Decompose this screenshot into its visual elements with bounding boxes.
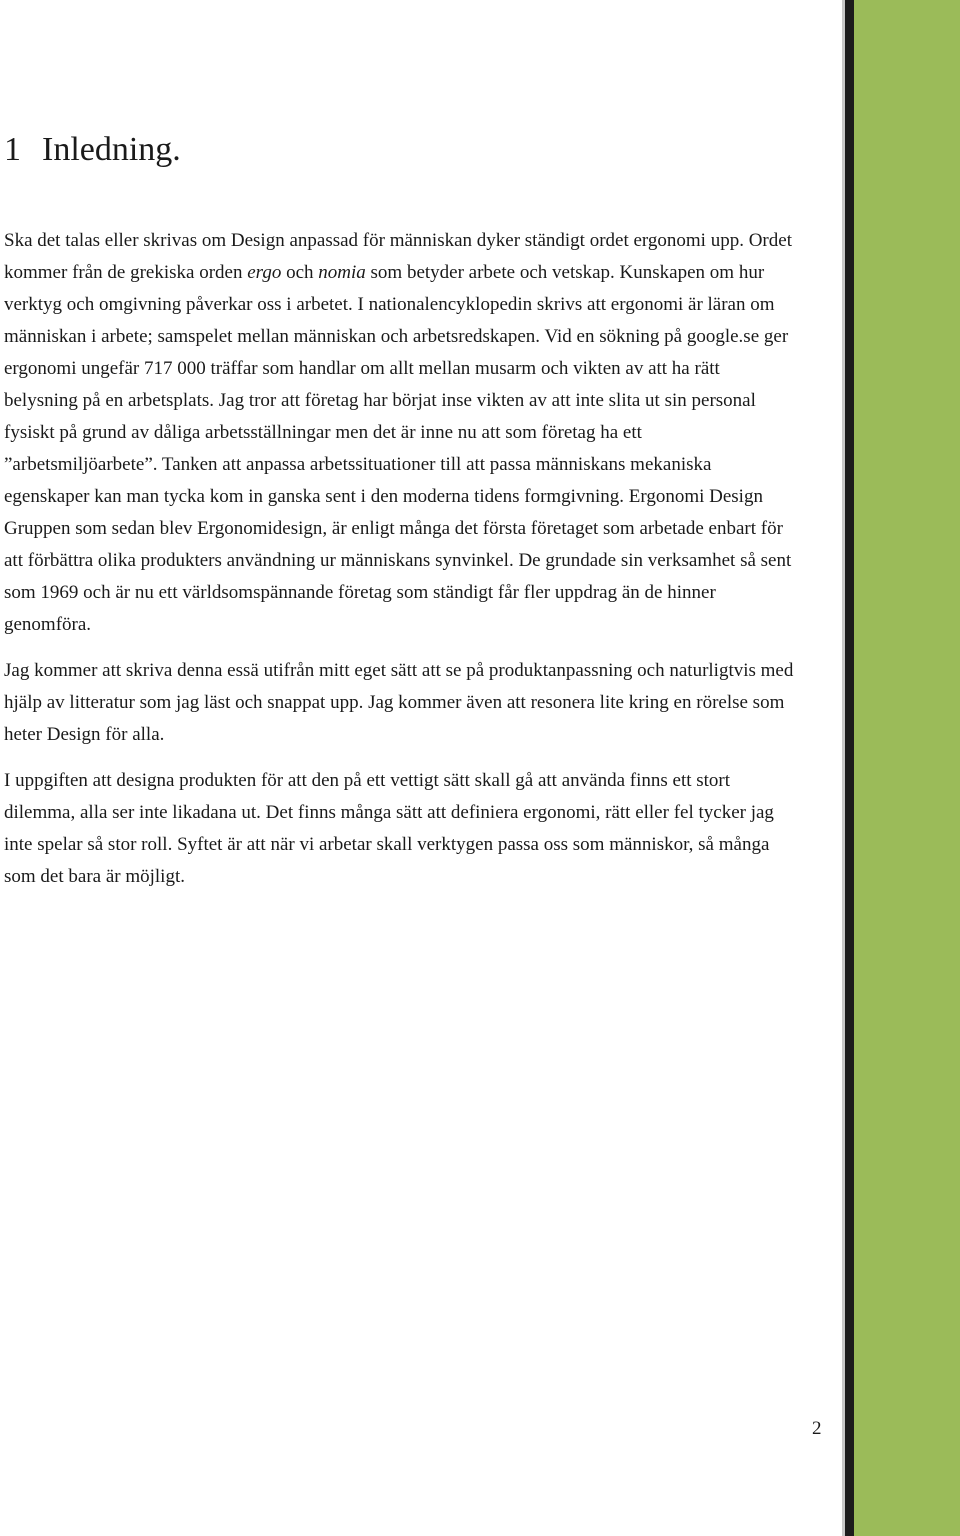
paragraph — [4, 225, 794, 641]
text-segment: och — [281, 262, 319, 283]
section-heading — [4, 124, 181, 176]
text-segment: Jag kommer att skriva denna essä utifrån mitt eget sätt att se på produktanpassning och naturligtvis med hjälp av litteratur som jag läst och snappat upp. Jag kommer även att resonera lite kring en rörelse som heter Design för alla. — [4, 660, 794, 745]
text-segment: I uppgiften att designa produkten för att den på ett vettigt sätt skall gå att använda finns ett stort dilemma, alla ser inte likadana ut. Det finns många sätt att definiera ergonomi, rätt eller fel tycker jag inte spelar så stor roll. Syftet är att när vi arbetar skall verktygen passa oss som människor, så många som det bara är möjligt. — [4, 770, 774, 887]
side-bar-green-stripe — [854, 0, 960, 1536]
text-segment: Ska det talas eller skrivas om Design anpassad för människan dyker ständigt ordet ergonomi upp. Ordet kommer från de grekiska orden — [4, 230, 792, 283]
body-text — [4, 225, 794, 907]
side-bar-dark-stripe — [845, 0, 854, 1536]
section-title: Inledning. — [42, 131, 181, 168]
text-segment: som betyder arbete och vetskap. Kunskapen om hur verktyg och omgivning påverkar oss i arbetet. I nationalencyklopedin skrivs att ergonomi är läran om människan i arbete; samspelet mellan människan och arbetsredskapen. Vid en sökning på google.se ger ergonomi ungefär 717 000 träffar som handlar om allt mellan musarm och vikten av att ha rätt belysning på en arbetsplats. Jag tror att företag har börjat inse vikten av att inte slita ut sin personal fysiskt på grund av dåliga arbetsställningar men det är inne nu att som företag ha ett ”arbetsmiljöarbete”. Tanken att anpassa arbetssituationer till att passa människans mekaniska egenskaper kan man tycka kom in ganska sent i den moderna tidens formgivning. Ergonomi Design Gruppen som sedan blev Ergonomidesign, är enligt många det första företaget som arbetade enbart för att förbättra olika produkters användning ur människans synvinkel. De grundade sin verksamhet så sent som 1969 och är nu ett världsomspännande företag som ständigt får fler uppdrag än de hinner genomföra. — [4, 262, 792, 635]
decorative-side-bar — [842, 0, 960, 1536]
page-number: 2 — [812, 1418, 822, 1439]
italic-term: ergo — [247, 262, 282, 283]
section-number: 1 — [4, 131, 21, 168]
italic-term: nomia — [318, 262, 366, 283]
paragraph — [4, 765, 794, 893]
paragraph — [4, 655, 794, 751]
